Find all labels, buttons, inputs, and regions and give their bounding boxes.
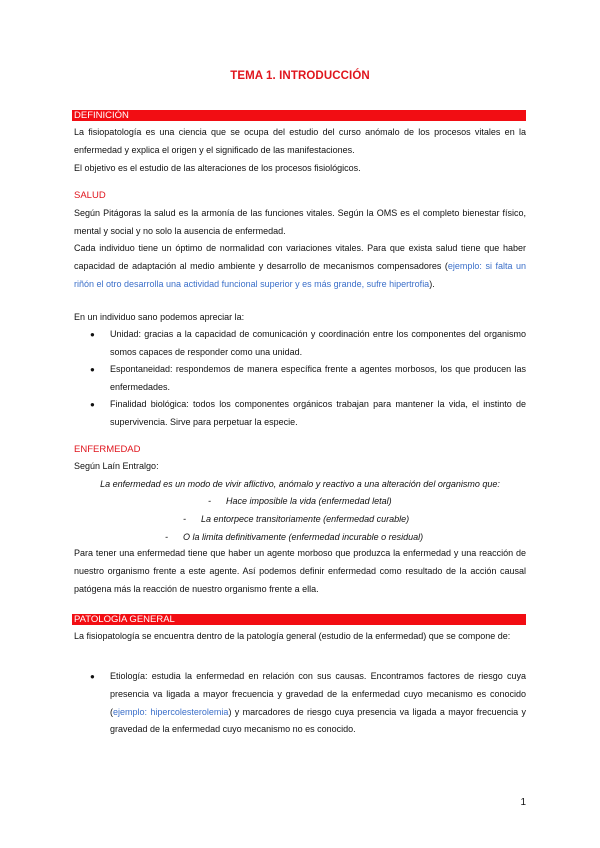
section-heading-enfermedad: ENFERMEDAD (74, 444, 141, 455)
salud-example: ejemplo: si falta un riñón el otro desarrolla una actividad funcional superior y es más grande, sufre hipertrofia (74, 260, 526, 289)
enfermedad-paragraph-1: Según Laín Entralgo: (74, 461, 159, 471)
salud-paragraph-1: Según Pitágoras la salud es la armonía de las funciones vitales. Según la OMS es el completo bienestar físico, mental y social y no solo la ausencia de enfermedad. (74, 208, 526, 236)
salud-bullet-espontaneidad: Espontaneidad: respondemos de manera específica frente a agentes morbosos, los que producen las enfermedades. (110, 364, 526, 392)
enfermedad-paragraph-2: Para tener una enfermedad tiene que haber un agente morboso que produzca la enfermedad y una reacción de nuestro organismo frente a este agente. Así podemos definir enfermedad como resultado de la acción causal patógena más la reacción de nuestro organismo frente a ella. (74, 548, 526, 594)
patologia-paragraph-1: La fisiopatología se encuentra dentro de la patología general (estudio de la enfermedad) que se compone de: (74, 631, 511, 641)
salud-paragraph-3: En un individuo sano podemos apreciar la: (74, 312, 245, 322)
definicion-paragraph-2: El objetivo es el estudio de las alteraciones de los procesos fisiológicos. (74, 163, 361, 173)
dash-marker: - (183, 514, 186, 524)
bullet-icon: ● (90, 330, 95, 339)
enfermedad-quote: La enfermedad es un modo de vivir aflictivo, anómalo y reactivo a una alteración del organismo que: (100, 479, 500, 489)
etiologia-text: Etiología: estudia la enfermedad en relación con sus causas. Encontramos factores de riesgo cuya presencia va ligada a mayor frecuencia y gravedad de la enfermedad cuyo mecanismo es conocido ( (110, 671, 526, 717)
page-title: TEMA 1. INTRODUCCIÓN (230, 70, 370, 82)
salud-paragraph-2-text: Cada individuo tiene un óptimo de normalidad con variaciones vitales. Para que exista salud tiene que haber capacidad de adaptación al medio ambiente y desarrollo de mecanismos compensadores ( (74, 243, 526, 271)
definicion-paragraph-1: La fisiopatología es una ciencia que se ocupa del estudio del curso anómalo de los procesos vitales en la enfermedad y explica el origen y el significado de las manifestaciones. (74, 127, 526, 155)
salud-paragraph-2-close: ). (429, 278, 435, 289)
page-number: 1 (520, 797, 526, 808)
section-heading-definicion: DEFINICIÓN (72, 110, 526, 121)
enfermedad-item-residual: O la limita definitivamente (enfermedad incurable o residual) (183, 532, 424, 542)
etiologia-example: ejemplo: hipercolesterolemia (113, 706, 229, 717)
bullet-icon: ● (90, 672, 95, 681)
section-heading-salud: SALUD (74, 190, 106, 201)
enfermedad-item-curable: La entorpece transitoriamente (enfermedad curable) (201, 514, 410, 524)
section-heading-patologia: PATOLOGÍA GENERAL (72, 614, 526, 625)
salud-bullet-unidad: Unidad: gracias a la capacidad de comunicación y coordinación entre los componentes del organismo somos capaces de responder como una unidad. (110, 329, 526, 357)
salud-bullet-finalidad: Finalidad biológica: todos los componentes orgánicos trabajan para mantener la vida, el instinto de supervivencia. Sirve para perpetuar la especie. (110, 399, 526, 427)
enfermedad-item-letal: Hace imposible la vida (enfermedad letal) (226, 496, 392, 506)
dash-marker: - (165, 532, 168, 542)
bullet-icon: ● (90, 400, 95, 409)
dash-marker: - (208, 496, 211, 506)
patologia-bullet-etiologia (110, 668, 526, 739)
salud-paragraph-2 (74, 240, 526, 293)
bullet-icon: ● (90, 365, 95, 374)
etiologia-text-end: ) y marcadores de riesgo cuya presencia va ligada a mayor frecuencia y gravedad de la enfermedad cuyo mecanismo no es conocido. (110, 706, 527, 735)
